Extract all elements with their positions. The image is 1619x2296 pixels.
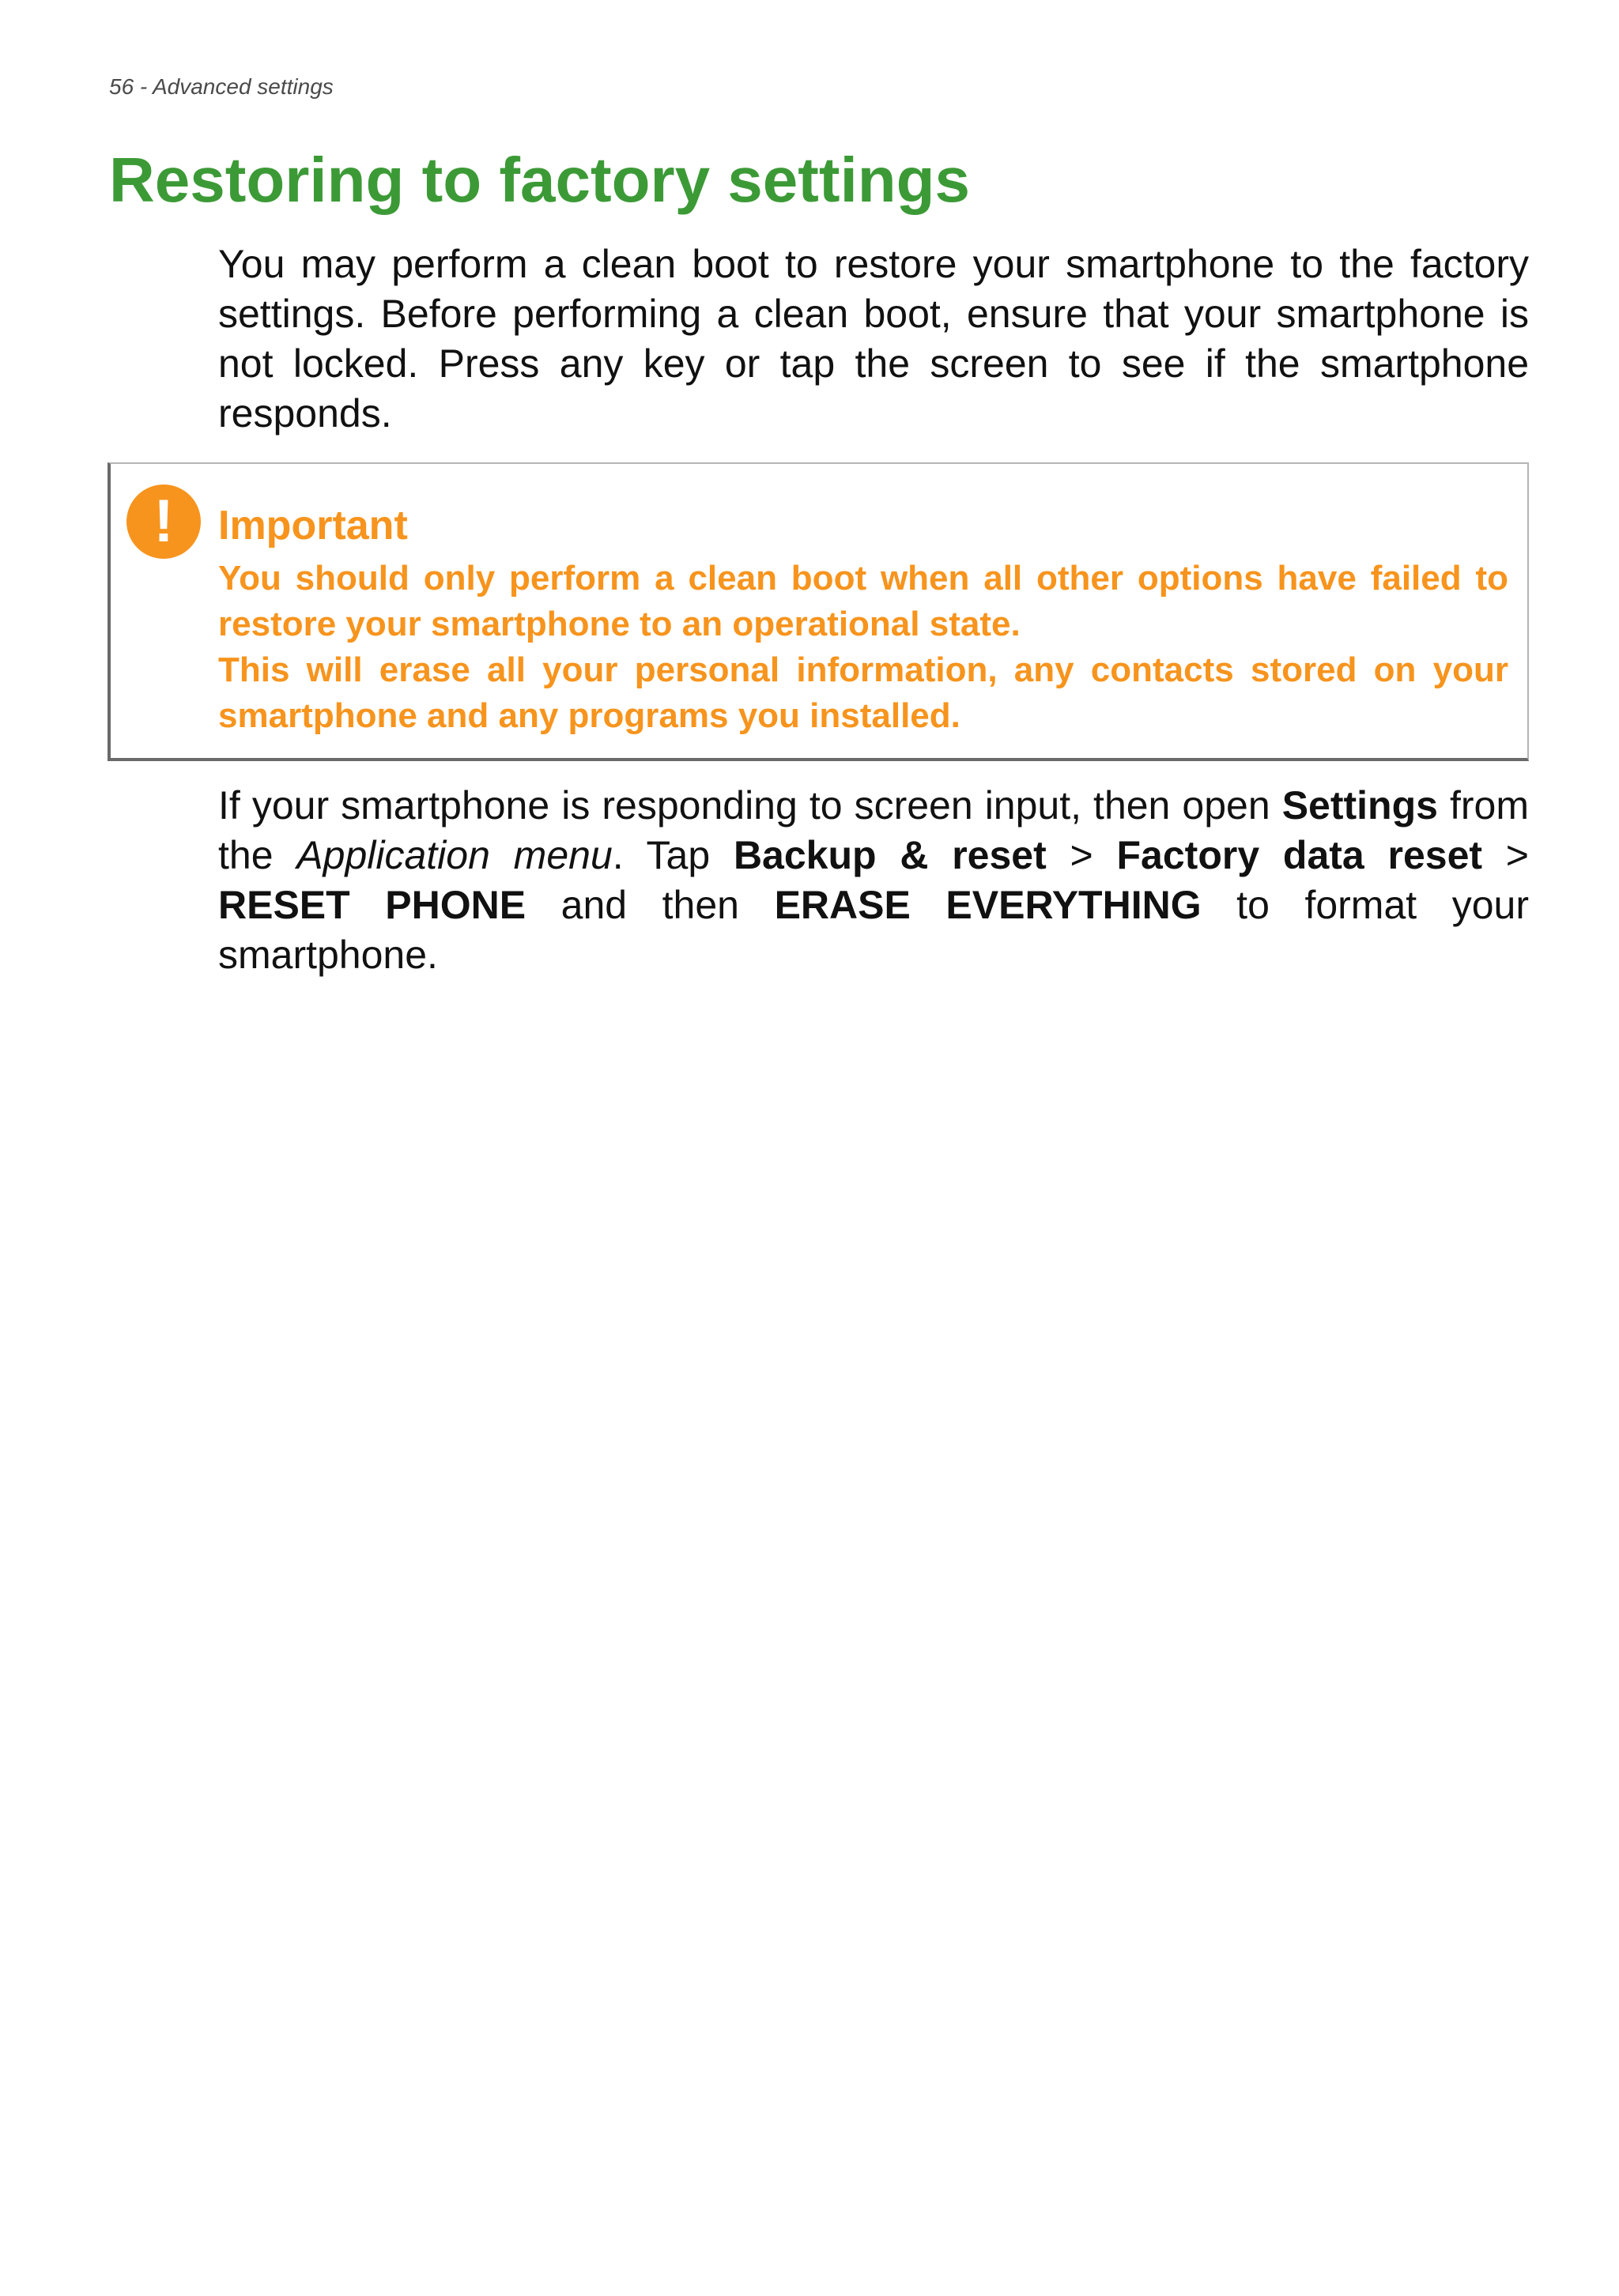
- instructions-text: from the: [218, 783, 1529, 877]
- application-menu-term: Application menu: [296, 833, 613, 877]
- page-title: Restoring to factory settings: [109, 145, 971, 215]
- instructions-separator: >: [1046, 833, 1117, 877]
- notice-body: [218, 556, 1508, 739]
- running-head: 56 - Advanced settings: [109, 74, 334, 99]
- backup-reset-term: Backup & reset: [733, 833, 1047, 877]
- instructions-separator: >: [1482, 833, 1530, 877]
- intro-paragraph: You may perform a clean boot to restore your smartphone to the factory settings. Before performing a clean boot, ensure that your smartphone is not locked. Press any key or tap the screen to see if the smartphone responds.: [218, 242, 1529, 435]
- settings-term: Settings: [1281, 783, 1438, 828]
- instructions-text: . Tap: [612, 833, 734, 877]
- instructions-text: If your smartphone is responding to screen input, then open: [218, 783, 1282, 828]
- exclamation-icon: !: [126, 484, 201, 559]
- instructions-text: to format your smartphone.: [218, 883, 1529, 977]
- instructions-paragraph: [218, 781, 1529, 980]
- important-notice: [108, 462, 1529, 761]
- erase-everything-term: ERASE EVERYTHING: [774, 883, 1202, 927]
- factory-data-reset-term: Factory data reset: [1116, 833, 1483, 877]
- instructions-text: and then: [526, 883, 775, 927]
- reset-phone-term: RESET PHONE: [218, 883, 526, 927]
- notice-line-1: You should only perform a clean boot when all other options have failed to restore your smartphone to an operational state.: [218, 559, 1508, 643]
- notice-line-2: This will erase all your personal information, any contacts stored on your smartphone and any programs you installed.: [218, 650, 1508, 735]
- notice-title: Important: [218, 503, 408, 549]
